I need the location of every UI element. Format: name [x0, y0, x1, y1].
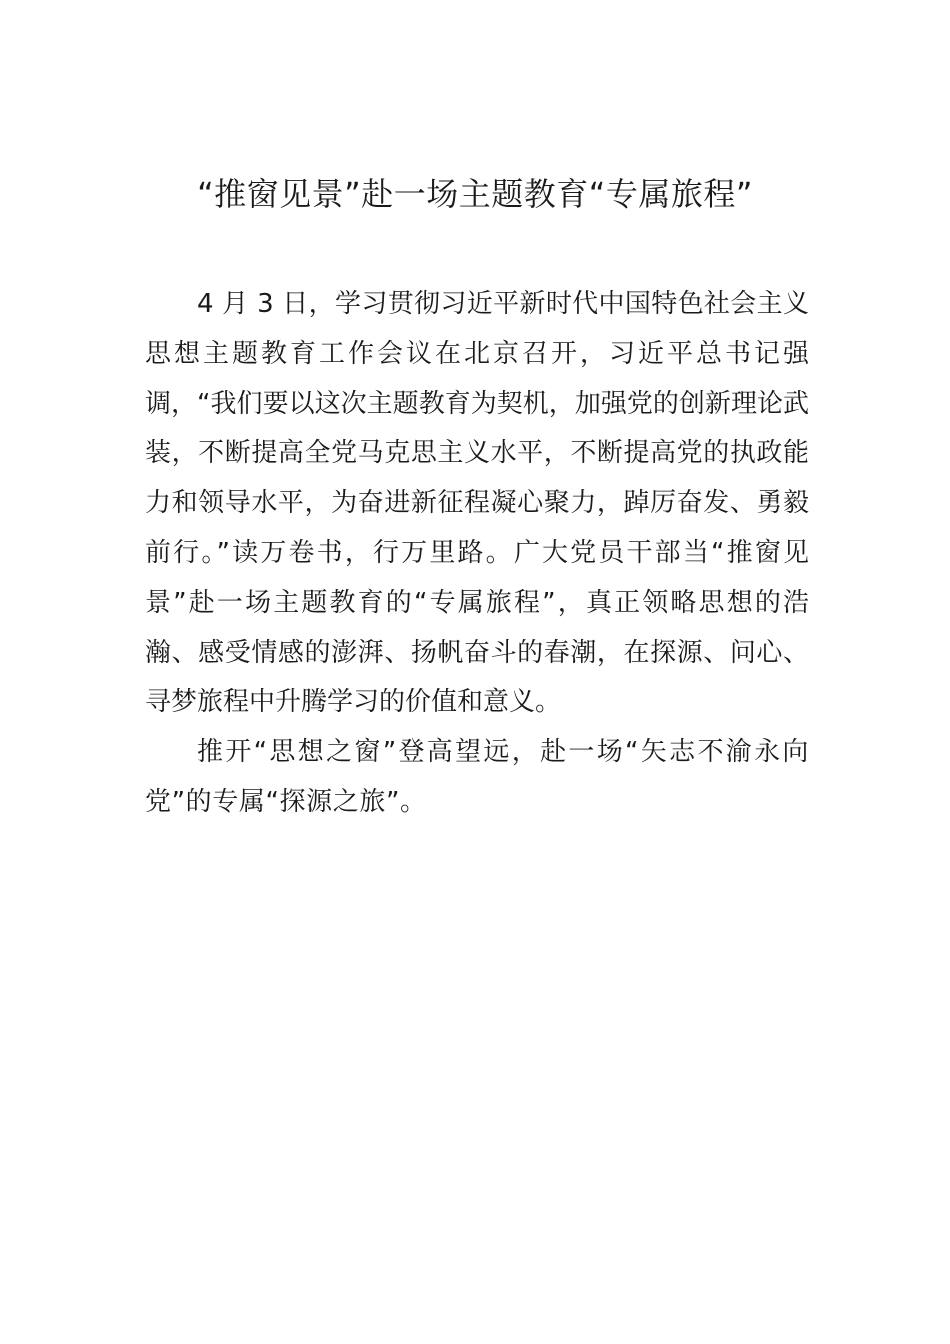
document-body	[145, 280, 809, 828]
document-title: “推窗见景”赴一场主题教育“专属旅程”	[197, 175, 753, 213]
paragraph-intro: 4 月 3 日，学习贯彻习近平新时代中国特色社会主义思想主题教育工作会议在北京召开，习近平总书记强调，“我们要以这次主题教育为契机，加强党的创新理论武装，不断提高全党马克思主义水平，不断提高党的执政能力和领导水平，为奋进新征程凝心聚力，踔厉奋发、勇毅前行。”读万卷书，行万里路。广大党员干部当“推窗见景”赴一场主题教育的“专属旅程”，真正领略思想的浩瀚、感受情感的澎湃、扬帆奋斗的春潮，在探源、问心、寻梦旅程中升腾学习的价值和意义。	[145, 289, 809, 718]
paragraph-thought-window: 推开“思想之窗”登高望远，赴一场“矢志不渝永向党”的专属“探源之旅”。	[145, 737, 809, 817]
